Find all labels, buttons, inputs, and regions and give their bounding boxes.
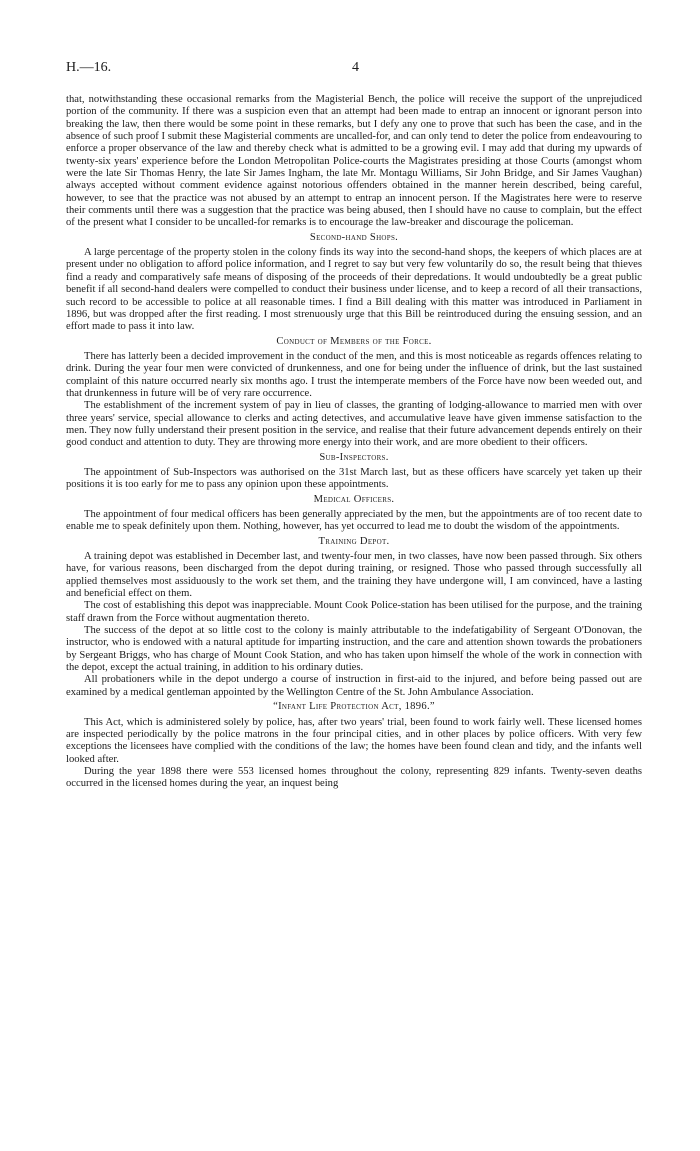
paragraph: A training depot was established in December last, and twenty-four men, in two classes, have now been passed through. Six others have, for various reasons, been discharged from the depot during training, or resigned. Those who passed through successfully all applied themselves most assiduously to the work set them, and the training they have undergone will, I am convinced, have a lasting and beneficial effect on them. xyxy=(66,551,642,600)
section-heading: Conduct of Members of the Force. xyxy=(276,335,432,347)
paragraph: The appointment of four medical officers has been generally appreciated by the men, but the appointments are of too recent date to enable me to speak definitely upon them. Nothing, however, has yet occurred to lead me to doubt the wisdom of the appointments. xyxy=(66,509,642,533)
paragraph: During the year 1898 there were 553 licensed homes throughout the colony, representing 829 infants. Twenty-seven deaths occurred in the licensed homes during the year, an inquest being xyxy=(66,765,642,790)
paragraph: that, notwithstanding these occasional remarks from the Magisterial Bench, the police will receive the support of the unprejudiced portion of the community. If there was a suspicion even that an attempt had been made to entrap an innocent or ignorant person into breaking the law, then there would be some point in these remarks, but I defy any one to prove that such has been the case, and in the absence of such proof I submit these Magisterial comments are uncalled-for, and can only tend to deter the police from endeavouring to enforce a proper observance of the law and thereby check what is admitted to be a growing evil. I may add that during my upwards of twenty-six years' experience before the London Metropolitan Police-courts the Magistrates presiding at those Courts (amongst whom were the late Sir Thomas Henry, the late Sir James Ingham, the late Mr. Montagu Williams, Sir John Bridge, and Sir James Vaughan) always accepted without comment evidence against notorious offenders obtained in the manner herein described, being careful, however, to see that the practice was not abused by an attempt to entrap an innocent person. If the Magistrates here were to reserve their comments until there was a suggestion that the practice was being abused, then I should have no cause to complain, but the effect of the present what I consider to be uncalled-for remarks is to encourage the law-breaker and discourage the policeman. xyxy=(66,94,642,229)
paragraph: The establishment of the increment system of pay in lieu of classes, the granting of lodging-allowance to married men with over three years' service, special allowance to clerks and acting detectives, and accumulative leave have given immense satisfaction to the men. They now fully understand their present position in the service, and realise that their future advancement depends entirely on their good conduct and attention to duty. They are throwing more energy into their work, and are more obedient to their officers. xyxy=(66,400,642,449)
paragraph: The success of the depot at so little cost to the colony is mainly attributable to the indefatigability of Sergeant O'Donovan, the instructor, who is endowed with a natural aptitude for imparting instruction, and the care and attention shown towards the probationers by Sergeant Briggs, who has charge of Mount Cook Station, and who has taken upon himself the whole of the work in connection with the depot, except the actual training, in addition to his ordinary duties. xyxy=(66,625,642,674)
document-page xyxy=(66,60,642,791)
section-heading: Training Depot. xyxy=(318,535,390,547)
section-heading: Second-hand Shops. xyxy=(309,231,399,243)
paragraph: A large percentage of the property stolen in the colony finds its way into the second-hand shops, the keepers of which places are at present under no obligation to afford police information, and I regret to say but very few voluntarily do so, the result being that thieves find a ready and comparatively safe means of disposing of the proceeds of their depredations. It would undoubtedly be a great public benefit if all second-hand dealers were compelled to conduct their business under license, and to keep a record of all their transactions, such record to be accessible to police at all reasonable times. I find a Bill dealing with this matter was introduced in Parliament in 1896, but was dropped after the first reading. I most strenuously urge that this Bill be reintroduced during the ensuing session, and an effort made to pass it into law. xyxy=(66,247,642,333)
body-text xyxy=(66,94,642,791)
paragraph: This Act, which is administered solely by police, has, after two years' trial, been found to work fairly well. These licensed homes are inspected periodically by the police matrons in the four principal cities, and in other places by police officers. With very few exceptions the licensees have complied with the conditions of the law; the homes have been found clean and tidy, and the infants well looked after. xyxy=(66,716,642,765)
section-heading: “Infant Life Protection Act, 1896.” xyxy=(273,701,435,713)
page-number: 4 xyxy=(352,60,359,75)
document-id: H.—16. xyxy=(66,60,112,75)
paragraph: The appointment of Sub-Inspectors was authorised on the 31st March last, but as these officers have scarcely yet taken up their positions it is too early for me to pass any opinion upon these appointments. xyxy=(66,466,642,491)
paragraph: There has latterly been a decided improvement in the conduct of the men, and this is most noticeable as regards offences relating to drink. During the year four men were convicted of drunkenness, and one for being under the influence of drink, but the last sustained complaint of this nature occurred nearly six months ago. I trust the intemperate members of the Force have now been weeded out, and that drunkenness in future will be of very rare occurrence. xyxy=(66,350,642,399)
paragraph: The cost of establishing this depot was inappreciable. Mount Cook Police-station has been utilised for the purpose, and the training staff drawn from the Force without augmentation thereto. xyxy=(66,600,642,624)
page-header xyxy=(66,60,642,80)
paragraph: All probationers while in the depot undergo a course of instruction in first-aid to the injured, and before being passed out are examined by a medical gentleman appointed by the Wellington Centre of the St. John Ambulance Association. xyxy=(66,674,642,698)
section-heading: Sub-Inspectors. xyxy=(319,451,389,463)
section-heading: Medical Officers. xyxy=(313,493,395,505)
